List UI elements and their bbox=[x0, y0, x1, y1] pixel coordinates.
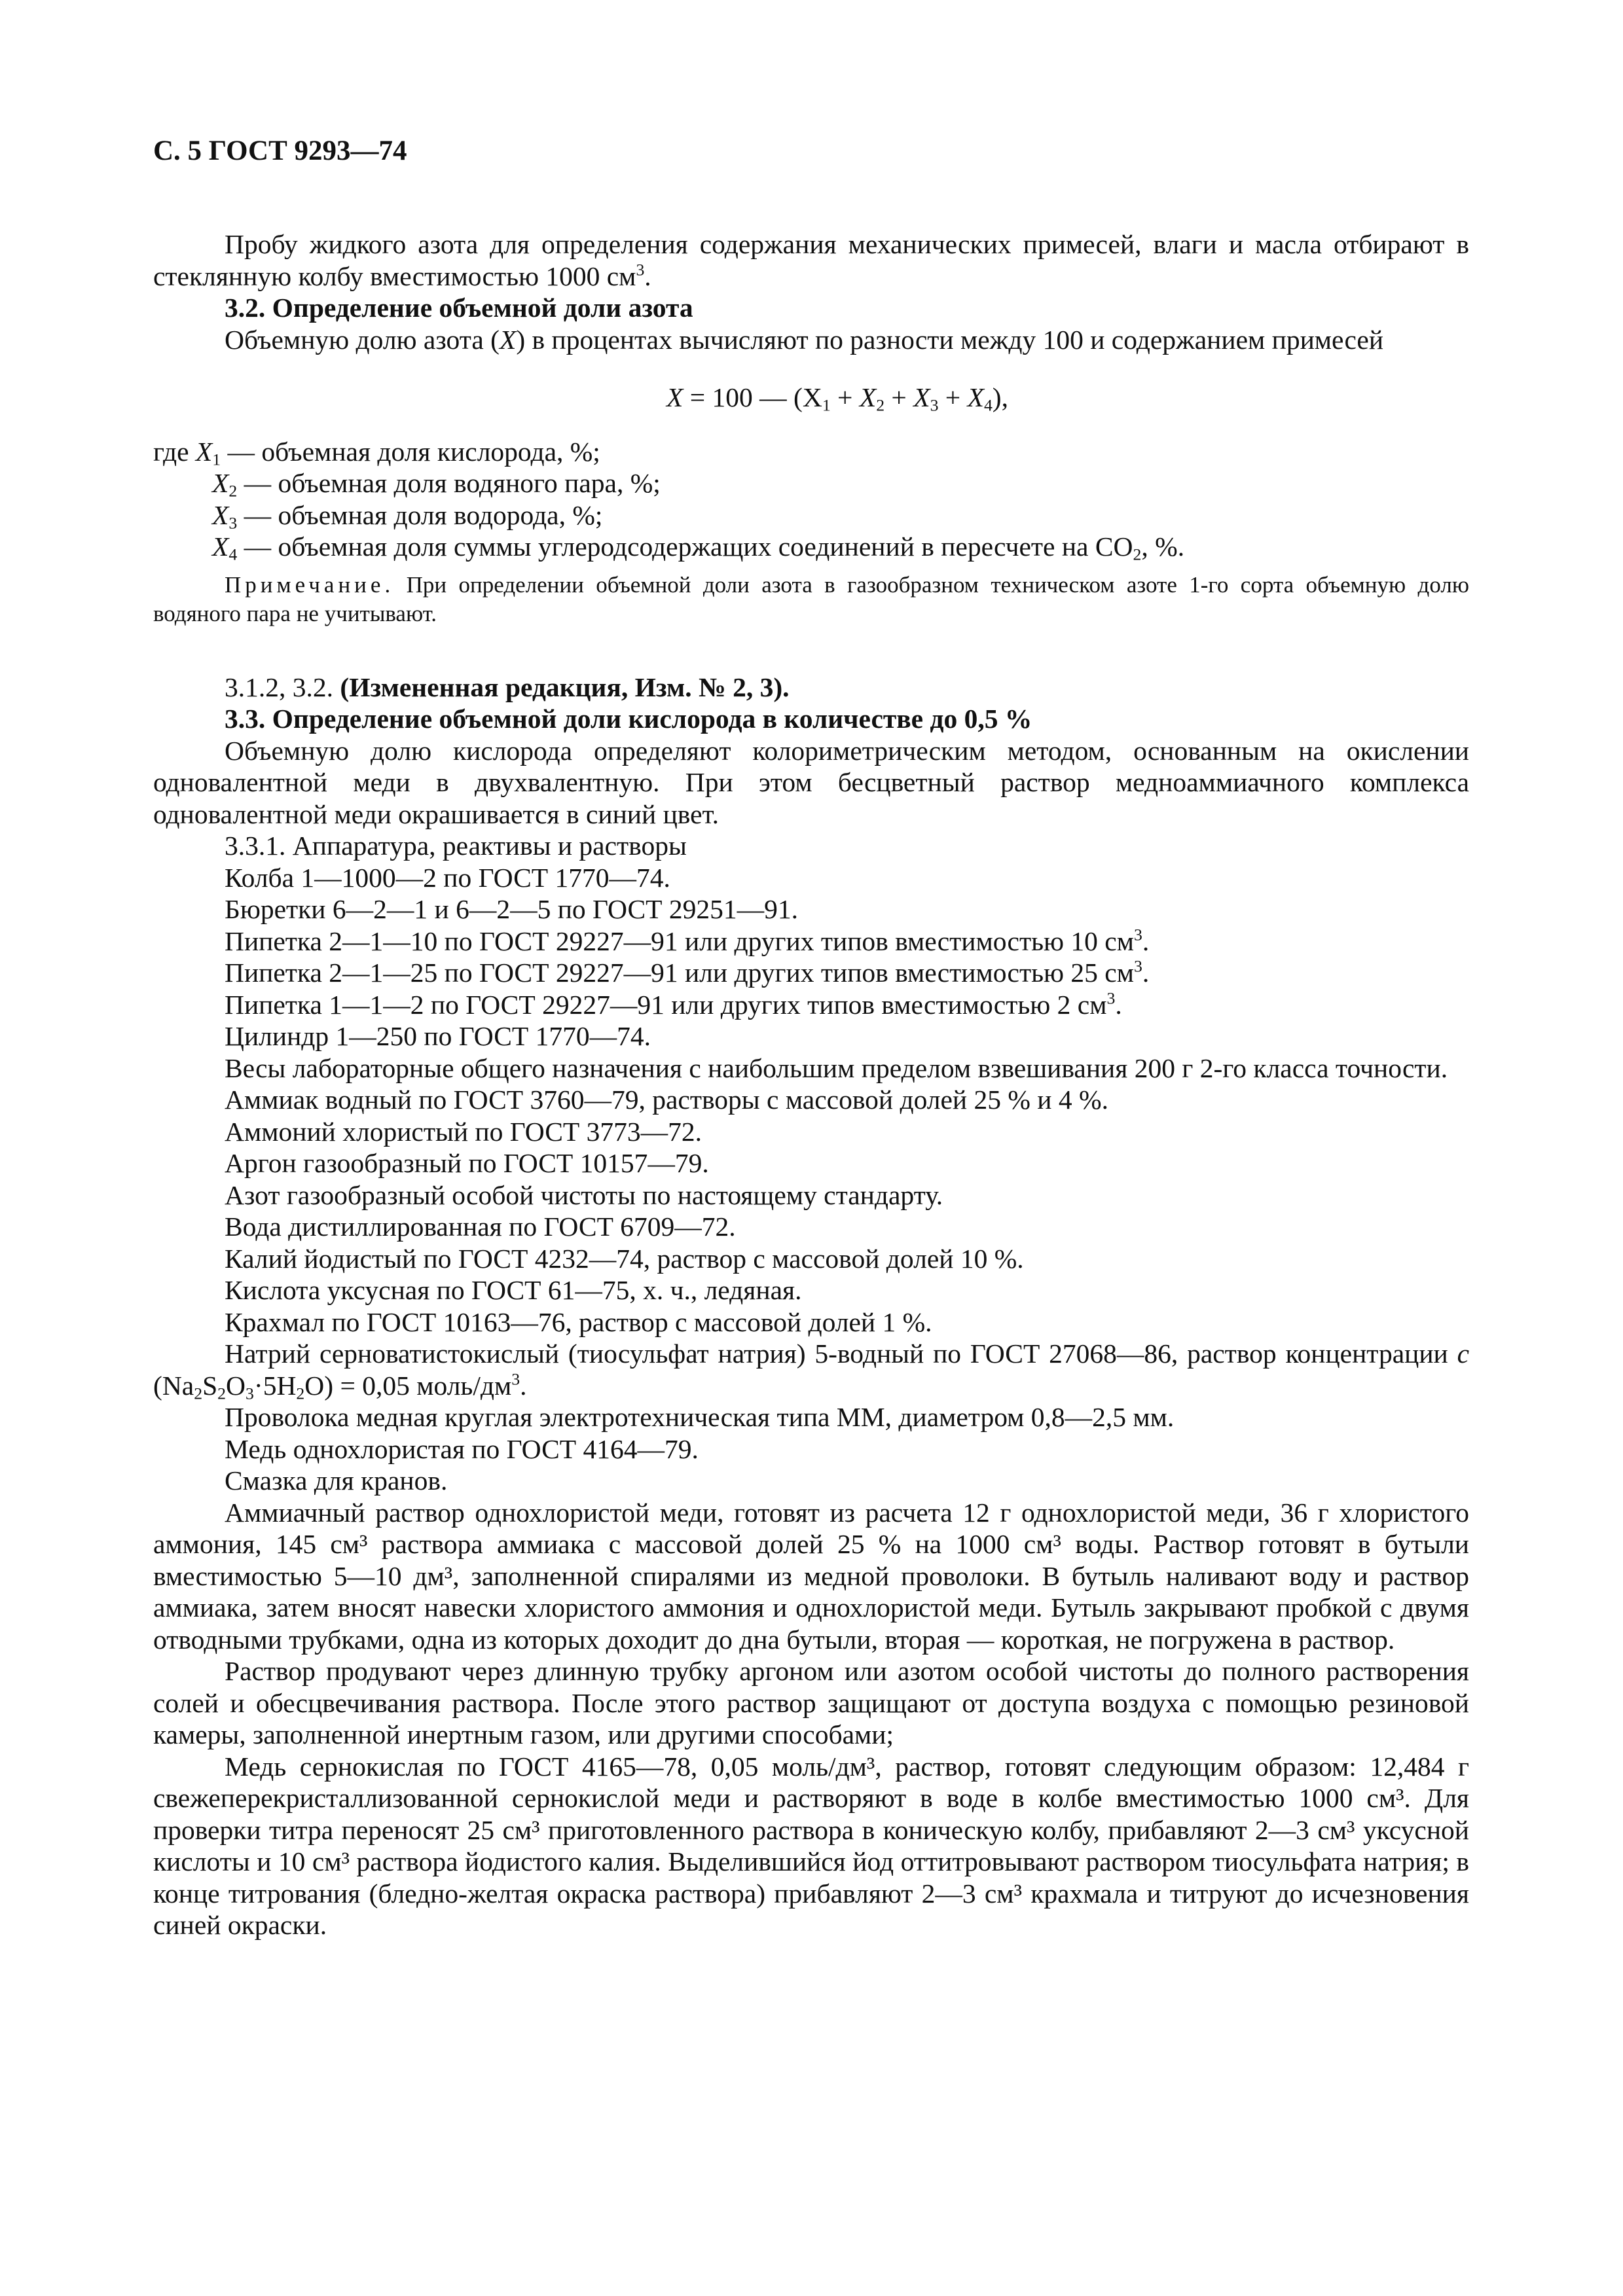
spacer bbox=[153, 628, 1469, 672]
where-x4: $X_4$ — объемная доля суммы углеродсодержащих соединений в пересчете на $CO_2$, %. bbox=[212, 531, 1185, 564]
list-item: Аммиак водный по ГОСТ 3760—79, растворы с массовой долей 25 % и 4 %. bbox=[225, 1085, 1108, 1115]
list-item: Аргон газообразный по ГОСТ 10157—79. bbox=[225, 1148, 709, 1178]
nitrogen-definition: Объемную долю азота (X) в процентах вычисляют по разности между 100 и содержанием примесей bbox=[225, 324, 1384, 355]
where-x1: где $X_1$ — объемная доля кислорода, %; bbox=[153, 436, 600, 469]
list-item: Колба 1—1000—2 по ГОСТ 1770—74. bbox=[225, 862, 670, 893]
list-item: Цилиндр 1—250 по ГОСТ 1770—74. bbox=[225, 1021, 651, 1051]
list-item: Кислота уксусная по ГОСТ 61—75, х. ч., ледяная. bbox=[225, 1275, 802, 1305]
list-item: Медь однохлористая по ГОСТ 4164—79. bbox=[225, 1433, 699, 1464]
ammonia-solution-paragraph: Аммиачный раствор однохлористой меди, готовят из расчета 12 г однохлористой меди, 36 г хлористого аммония, 145 см³ раствора аммиака с массовой долей 25 % на 1000 см³ воды. Раствор готовят в бутыли вместимостью 5—10 дм³, заполненной спиралями из медной проволоки. В бутыль наливают воду и раствор аммиака, затем вносят навески хлористого аммония и однохлористой меди. Бутыль закрывают пробкой с двумя отводными трубками, одна из которых доходит до дна бутыли, вторая — короткая, не погружена в раствор. bbox=[153, 1497, 1469, 1655]
section-heading-3-3: 3.3. Определение объемной доли кислорода в количестве до 0,5 % bbox=[225, 704, 1032, 734]
copper-sulfate-paragraph: Медь сернокислая по ГОСТ 4165—78, 0,05 моль/дм³, раствор, готовят следующим образом: 12,484 г свежеперекристаллизованной сернокислой меди и растворяют в воде в колбе вместимостью 1000 см³. Для проверки титра переносят 25 см³ приготовленного раствора в коническую колбу, прибавляют 2—3 см³ уксусной кислоты и 10 см³ раствора йодистого калия. Выделившийся йод оттитровывают раствором тиосульфата натрия; в конце титрования (бледно-желтая окраска раствора) прибавляют 2—3 см³ крахмала и титруют до исчезновения синей окраски. bbox=[153, 1751, 1469, 1940]
list-item: Пипетка 2—1—25 по ГОСТ 29227—91 или других типов вместимостью 25 $см^3$. bbox=[225, 956, 1150, 988]
list-item: Пипетка 1—1—2 по ГОСТ 29227—91 или других типов вместимостью 2 $см^3$. bbox=[225, 988, 1122, 1020]
purge-paragraph: Раствор продувают через длинную трубку аргоном или азотом особой чистоты до полного растворения солей и обесцвечивания раствора. После этого раствор защищают от доступа воздуха с помощью резиновой камеры, заполненной инертным газом, или другими способами; bbox=[153, 1656, 1469, 1749]
note-text: При определении объемной доли азота в газообразном техническом азоте 1-го сорта объемную долю водяного пара не учитывают. bbox=[153, 571, 1469, 626]
probe-paragraph: Пробу жидкого азота для определения содержания механических примесей, влаги и масла отбирают в стеклянную колбу вместимостью 1000 $см^3$. bbox=[153, 229, 1469, 291]
list-item: Смазка для кранов. bbox=[225, 1465, 448, 1496]
list-item: Крахмал по ГОСТ 10163—76, раствор с массовой долей 1 %. bbox=[225, 1306, 932, 1337]
subsection-heading-3-3-1: 3.3.1. Аппаратура, реактивы и растворы bbox=[225, 831, 687, 861]
where-x2: $X_2$ — объемная доля водяного пара, %; bbox=[212, 468, 661, 501]
where-x3: $X_3$ — объемная доля водорода, %; bbox=[212, 499, 603, 532]
note bbox=[153, 571, 1469, 628]
thiosulfate-item: Натрий серноватистокислый (тиосульфат натрия) 5-водный по ГОСТ 27068—86, раствор концентрации c $(Na_2S_2O_3\cdot 5H_2O) = 0,05$ моль/$дм^3$. bbox=[153, 1338, 1469, 1403]
note-label: Примечание. bbox=[225, 571, 395, 598]
section-heading-3-2: 3.2. Определение объемной доли азота bbox=[225, 293, 693, 323]
list-item: Пипетка 2—1—10 по ГОСТ 29227—91 или других типов вместимостью 10 $см^3$. bbox=[225, 925, 1150, 956]
oxygen-intro: Объемную долю кислорода определяют колориметрическим методом, основанным на окислении одновалентной меди в двухвалентную. При этом бесцветный раствор медноаммиачного комплекса одновалентной меди окрашивается в синий цвет. bbox=[153, 735, 1469, 829]
list-item: Калий йодистый по ГОСТ 4232—74, раствор с массовой долей 10 %. bbox=[225, 1243, 1024, 1274]
page-header: С. 5 ГОСТ 9293—74 bbox=[153, 135, 407, 166]
list-item: Весы лабораторные общего назначения с наибольшим пределом взвешивания 200 г 2-го класса точности. bbox=[225, 1052, 1448, 1083]
revision-line: 3.1.2, 3.2. (Измененная редакция, Изм. № 2, 3). bbox=[225, 672, 790, 702]
page-content bbox=[153, 135, 1469, 1941]
list-item: Аммоний хлористый по ГОСТ 3773—72. bbox=[225, 1116, 702, 1147]
list-item: Проволока медная круглая электротехническая типа ММ, диаметром 0,8—2,5 мм. bbox=[225, 1402, 1175, 1432]
list-item: Вода дистиллированная по ГОСТ 6709—72. bbox=[225, 1211, 736, 1242]
list-item: Азот газообразный особой чистоты по настоящему стандарту. bbox=[225, 1179, 943, 1210]
probe-text: Пробу жидкого азота для определения содержания механических примесей, влаги и масла отбирают в стеклянную колбу вместимостью 1000 см bbox=[153, 229, 1469, 291]
nitrogen-formula: X = 100 — $(X_1 + X_2 + X_3 + X_4)$, bbox=[666, 382, 1008, 415]
list-item: Бюретки 6—2—1 и 6—2—5 по ГОСТ 29251—91. bbox=[225, 894, 799, 924]
